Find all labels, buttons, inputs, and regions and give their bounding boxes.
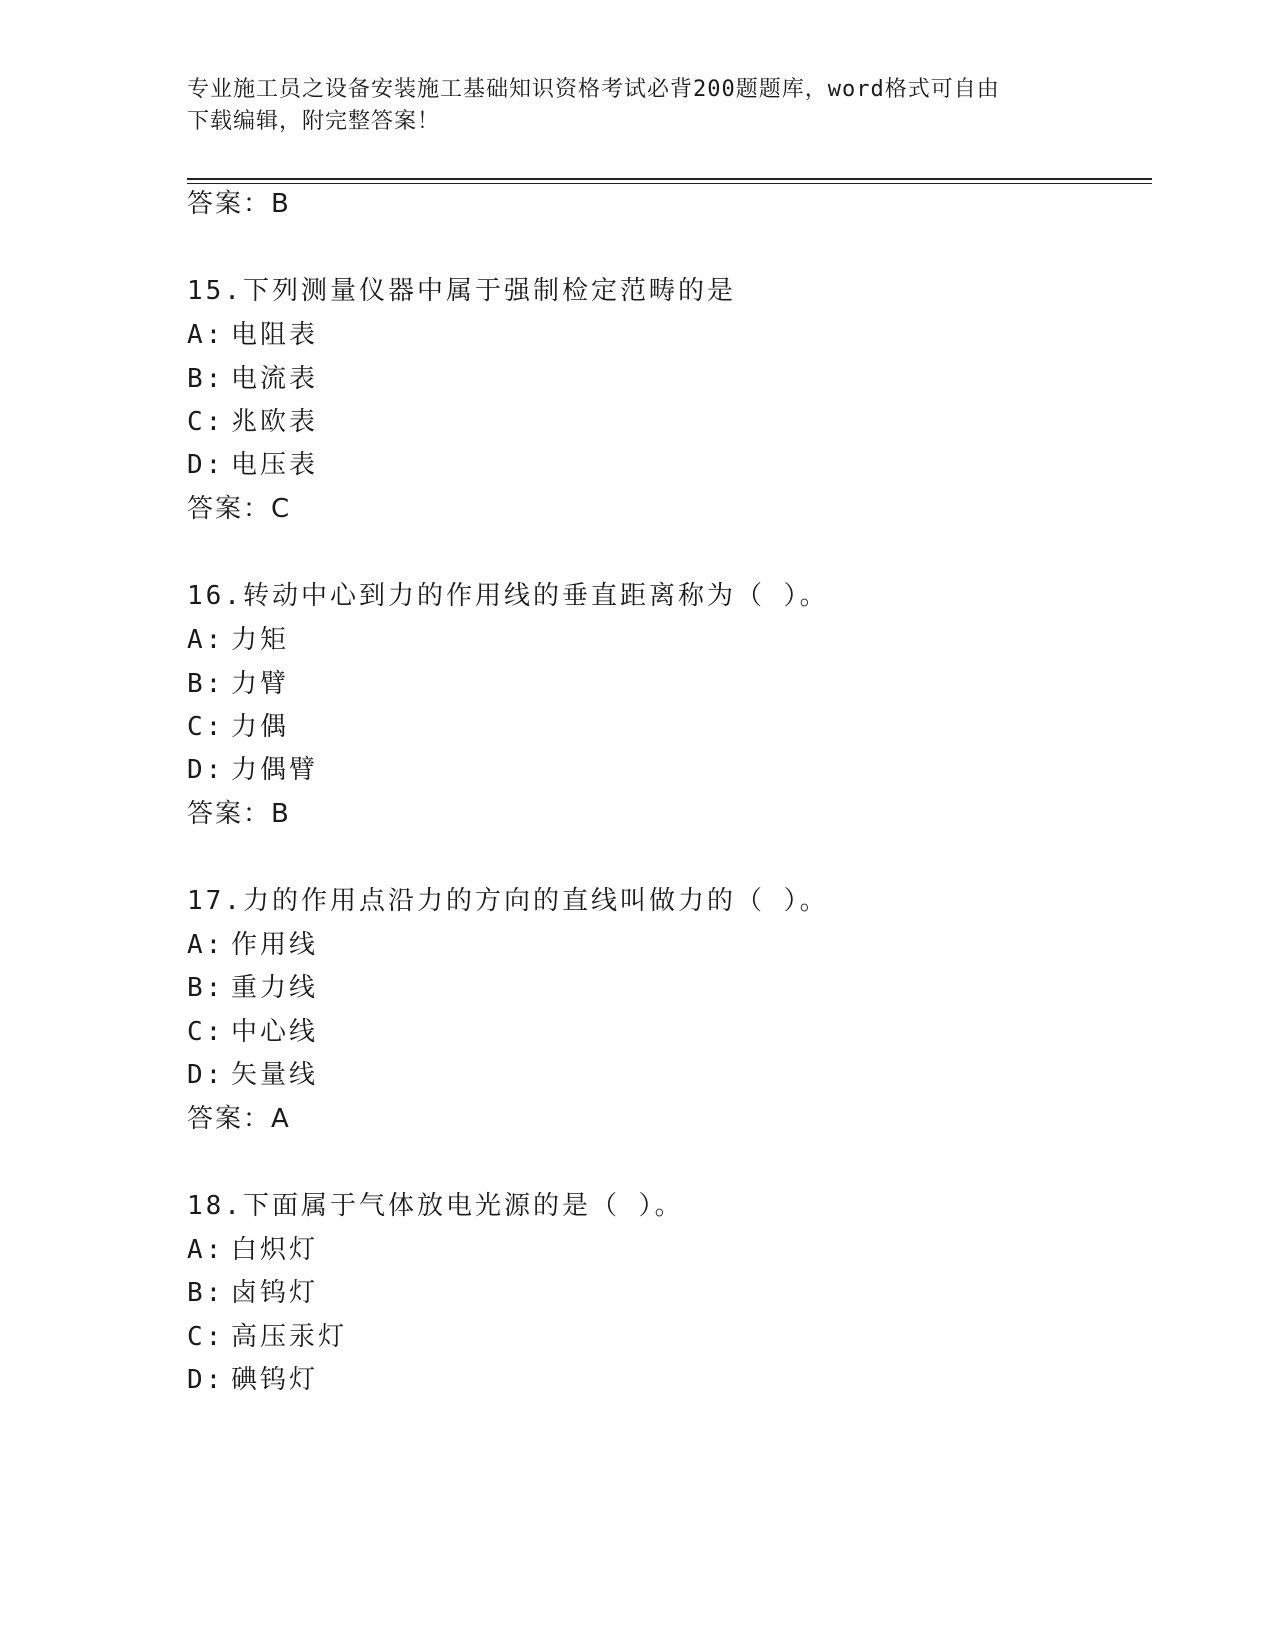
question-15-answer: 答案：C xyxy=(187,494,292,524)
option-text: 电阻表 xyxy=(231,320,319,350)
question-17-option-c xyxy=(187,1015,318,1049)
option-text: 卤钨灯 xyxy=(231,1278,319,1308)
option-letter: A: xyxy=(187,1235,225,1265)
option-text: 力矩 xyxy=(231,625,290,655)
question-15-option-b xyxy=(187,362,318,396)
option-letter: A: xyxy=(187,625,225,655)
option-letter: D: xyxy=(187,1365,225,1395)
question-16-stem: 16.转动中心到力的作用线的垂直距离称为（ ）。 xyxy=(187,581,829,611)
question-17-stem: 17.力的作用点沿力的方向的直线叫做力的（ ）。 xyxy=(187,886,829,916)
option-text: 兆欧表 xyxy=(231,407,319,437)
option-letter: C: xyxy=(187,407,225,437)
question-18-option-c xyxy=(187,1320,347,1354)
option-text: 重力线 xyxy=(231,973,319,1003)
question-18-stem: 18.下面属于气体放电光源的是（ ）。 xyxy=(187,1191,684,1221)
question-18-option-b xyxy=(187,1276,318,1310)
question-16-option-d xyxy=(187,753,318,787)
option-letter: B: xyxy=(187,973,225,1003)
question-15-option-c xyxy=(187,405,318,439)
document-header xyxy=(187,74,1087,138)
option-text: 碘钨灯 xyxy=(231,1365,319,1395)
option-letter: A: xyxy=(187,320,225,350)
header-rule-thick xyxy=(187,178,1152,180)
question-16-option-c xyxy=(187,710,289,744)
header-rule-thin xyxy=(187,183,1152,184)
option-text: 矢量线 xyxy=(231,1060,319,1090)
option-text: 力偶 xyxy=(231,712,290,742)
question-17-option-a xyxy=(187,928,318,962)
option-text: 电压表 xyxy=(231,450,319,480)
question-17-answer: 答案：A xyxy=(187,1104,291,1134)
question-17-option-d xyxy=(187,1058,318,1092)
option-text: 作用线 xyxy=(231,930,319,960)
option-letter: B: xyxy=(187,364,225,394)
option-text: 力臂 xyxy=(231,669,290,699)
header-line-1: 专业施工员之设备安装施工基础知识资格考试必背200题题库，word格式可自由 xyxy=(187,77,1000,102)
option-letter: C: xyxy=(187,1322,225,1352)
option-letter: D: xyxy=(187,755,225,785)
question-16-answer: 答案：B xyxy=(187,799,291,829)
option-letter: A: xyxy=(187,930,225,960)
option-letter: C: xyxy=(187,1017,225,1047)
option-letter: C: xyxy=(187,712,225,742)
option-text: 高压汞灯 xyxy=(231,1322,348,1352)
question-18-option-d xyxy=(187,1363,318,1397)
option-text: 电流表 xyxy=(231,364,319,394)
option-letter: B: xyxy=(187,669,225,699)
question-18-option-a xyxy=(187,1233,318,1267)
question-15-option-d xyxy=(187,448,318,482)
question-15-option-a xyxy=(187,318,318,352)
header-line-2: 下载编辑，附完整答案！ xyxy=(187,109,441,134)
option-letter: D: xyxy=(187,450,225,480)
option-letter: B: xyxy=(187,1278,225,1308)
option-text: 白炽灯 xyxy=(231,1235,319,1265)
question-15-stem: 15.下列测量仪器中属于强制检定范畴的是 xyxy=(187,276,736,306)
option-text: 力偶臂 xyxy=(231,755,319,785)
option-text: 中心线 xyxy=(231,1017,319,1047)
question-16-option-b xyxy=(187,667,289,701)
question-17-option-b xyxy=(187,971,318,1005)
option-letter: D: xyxy=(187,1060,225,1090)
answer-prev: 答案：B xyxy=(187,189,291,219)
question-16-option-a xyxy=(187,623,289,657)
